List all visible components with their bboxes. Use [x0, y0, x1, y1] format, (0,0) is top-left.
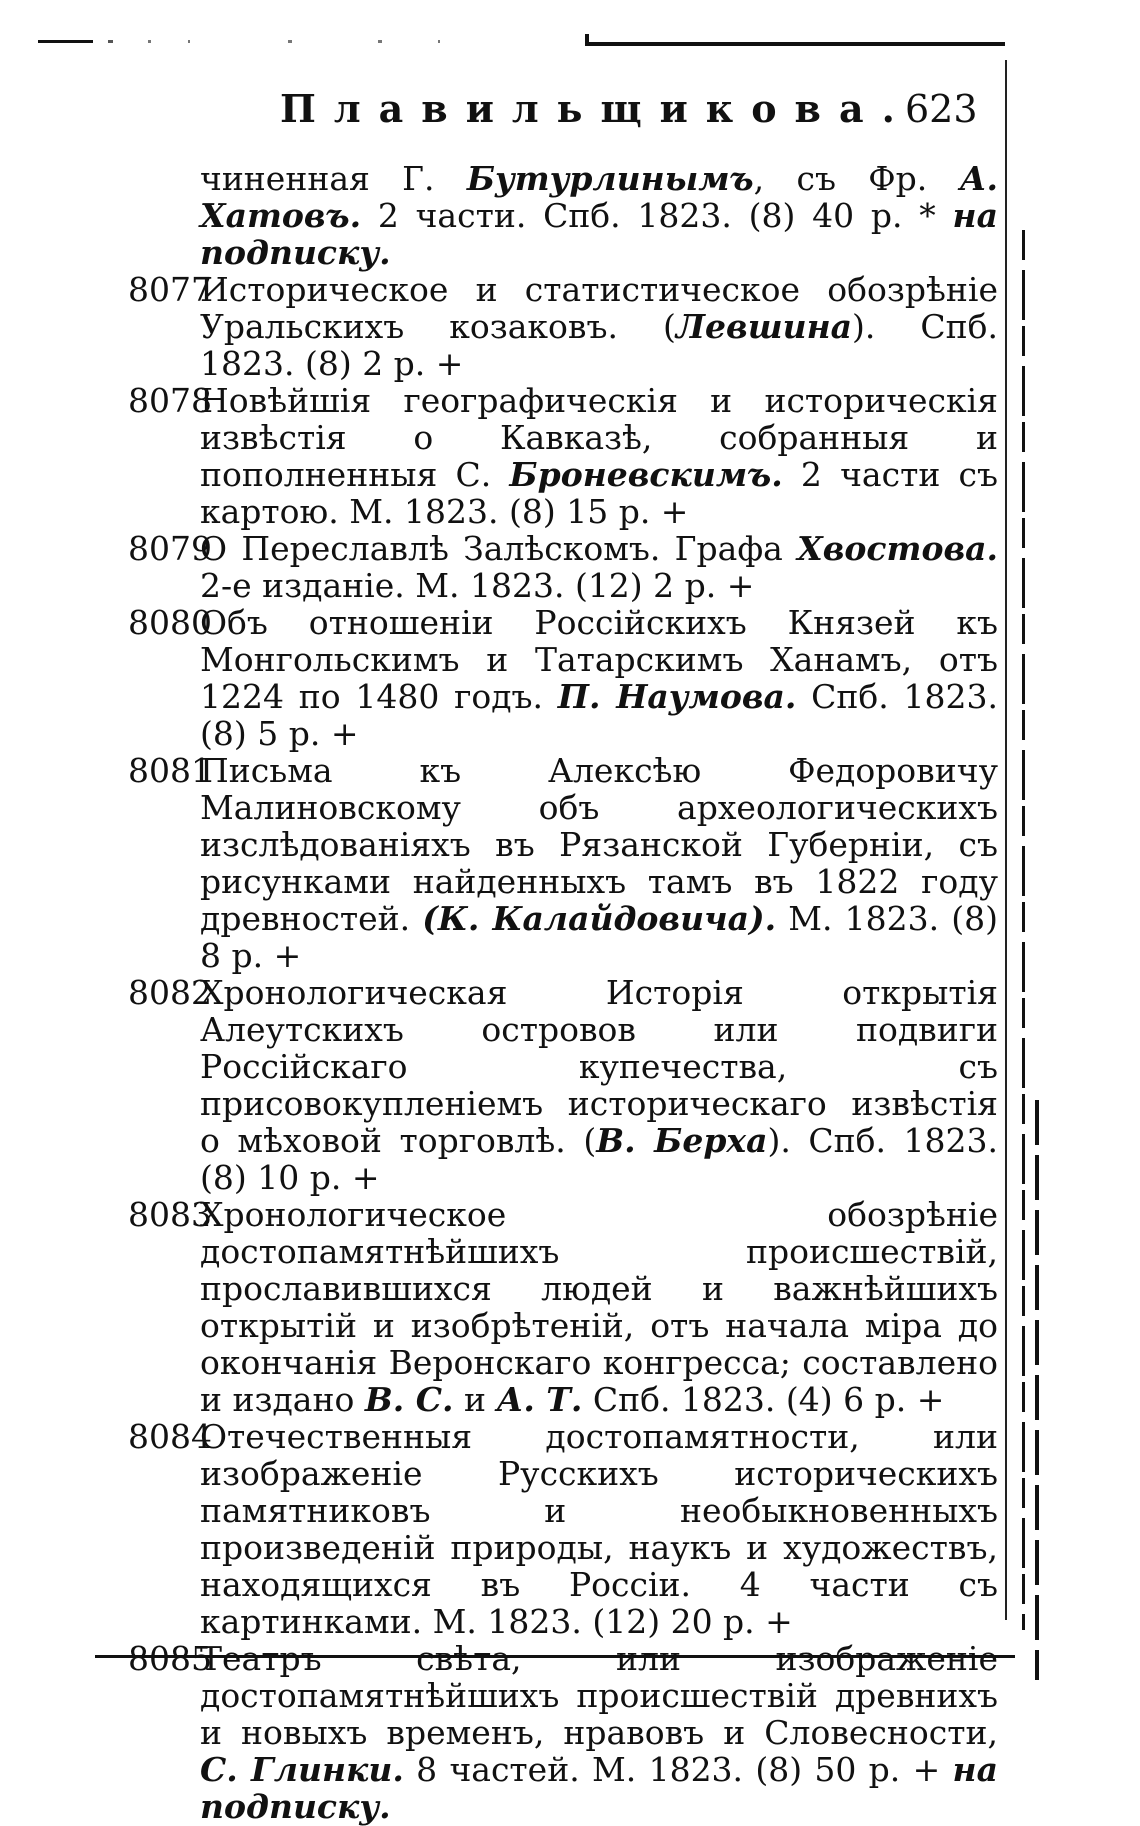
entry-text: [200, 604, 998, 752]
catalog-entry-8084: [128, 1418, 998, 1640]
entry-author: В. С.: [364, 1380, 454, 1419]
page-number: 623: [905, 87, 978, 131]
entry-text: [200, 271, 998, 382]
entry-text-part: Историческое и статистическое обозрѣніе Уральскихъ козаковъ. (: [200, 270, 998, 346]
entry-text-part: 2-е изданіе. М. 1823. (12) 2 р. +: [200, 566, 755, 605]
right-page-edge-shadow-outer: [1035, 1100, 1039, 1680]
entry-text-part: Хронологическая Исторія открытія Алеутскихъ островов или подвиги Россійскаго купечества, съ присовокупленіемъ историческаго извѣстія о мѣховой торговлѣ. (: [200, 973, 998, 1160]
entry-number: 8079: [128, 529, 212, 568]
right-page-edge: [1005, 60, 1007, 1620]
entry-author: С. Глинки.: [200, 1750, 404, 1789]
catalog-entries: [128, 160, 998, 1825]
entry-number: 8084: [128, 1417, 212, 1456]
entry-text: [200, 1196, 998, 1418]
entry-text: [200, 1640, 998, 1825]
entry-author: А. Хатовъ.: [200, 159, 998, 235]
entry-text-part: Новѣйшія географическія и историческія извѣстія о Кавказѣ, собранныя и пополненныя С.: [200, 381, 998, 494]
top-rule: [38, 40, 538, 43]
catalog-entry-8082: [128, 974, 998, 1196]
entry-note: на подписку.: [200, 1750, 998, 1826]
entry-text-part: , съ Фр.: [753, 159, 960, 198]
catalog-entry-8083: [128, 1196, 998, 1418]
entry-text-part: чиненная Г.: [200, 159, 467, 198]
catalog-entry-8077: [128, 271, 998, 382]
entry-author: П. Наумова.: [557, 677, 797, 716]
entry-text: [200, 1418, 998, 1640]
page-header: [0, 84, 1140, 134]
entry-text-part: 2 части. Спб. 1823. (8) 40 р. *: [361, 196, 953, 235]
entry-text: [200, 382, 998, 530]
entry-text: [200, 974, 998, 1196]
entry-number: 8077: [128, 270, 212, 309]
entry-number: 8085: [128, 1639, 212, 1678]
catalog-entry-continuation: [128, 160, 998, 271]
entry-number: 8078: [128, 381, 212, 420]
entry-note: на подписку.: [200, 196, 998, 272]
entry-text-part: Объ отношеніи Россійскихъ Князей къ Монгольскимъ и Татарскимъ Ханамъ, отъ 1224 по 1480 годъ.: [200, 603, 998, 716]
entry-text-part: ). Спб. 1823. (8) 2 р. +: [200, 307, 998, 383]
right-page-edge-shadow: [1022, 230, 1025, 1630]
catalog-entry-8078: [128, 382, 998, 530]
entry-text-part: О Переславлѣ Залѣскомъ. Графа: [200, 529, 798, 568]
entry-author: В. Берха: [596, 1121, 768, 1160]
entry-text-part: Хронологическое обозрѣніе достопамятнѣйшихъ происшествій, прославившихся людей и важнѣйшихъ открытій и изобрѣтеній, отъ начала міра до окончанія Веронскаго конгресса; составлено и издано: [200, 1195, 998, 1419]
entry-text: [200, 752, 998, 974]
catalog-entry-8085: [128, 1640, 998, 1825]
entry-number: 8080: [128, 603, 212, 642]
entry-text-part: Письма къ Алексѣю Федоровичу Малиновскому объ археологическихъ изслѣдованіяхъ въ Рязанской Губерніи, съ рисунками найденныхъ тамъ въ 1822 году древностей.: [200, 751, 998, 938]
top-rule-right: [585, 42, 1005, 46]
entry-text-part: 2 части съ картою. М. 1823. (8) 15 р. +: [200, 455, 998, 531]
entry-author: (К. Калайдовича).: [422, 899, 777, 938]
entry-text-part: ). Спб. 1823. (8) 10 р. +: [200, 1121, 998, 1197]
entry-author: Левшина: [675, 307, 853, 346]
catalog-entry-8079: [128, 530, 998, 604]
entry-number: 8082: [128, 973, 212, 1012]
entry-text-part: Спб. 1823. (8) 5 р. +: [200, 677, 998, 753]
entry-author: А. Т.: [496, 1380, 583, 1419]
entry-number: 8081: [128, 751, 212, 790]
entry-text: [200, 530, 998, 604]
entry-author: Бутурлинымъ: [466, 159, 754, 198]
running-title: Плавильщикова.: [280, 86, 913, 131]
entry-text-part: Театръ свѣта, или изображеніе достопамятнѣйшихъ происшествій древнихъ и новыхъ временъ, нравовъ и Словесности,: [200, 1639, 998, 1752]
catalog-entry-8081: [128, 752, 998, 974]
entry-author: Хвостова.: [797, 529, 998, 568]
entry-author: Броневскимъ.: [509, 455, 783, 494]
entry-text-part: Отечественныя достопамятности, или изображеніе Русскихъ историческихъ памятниковъ и необыкновенныхъ произведеній природы, наукъ и художествъ, находящихся въ Россіи. 4 части съ картинками. М. 1823. (12) 20 р. +: [200, 1417, 998, 1641]
entry-text-part: Спб. 1823. (4) 6 р. +: [582, 1380, 945, 1419]
catalog-entry-8080: [128, 604, 998, 752]
entry-text: [128, 160, 998, 271]
entry-text-part: 8 частей. М. 1823. (8) 50 р. +: [403, 1750, 953, 1789]
entry-text-part: и: [453, 1380, 497, 1419]
entry-number: 8083: [128, 1195, 212, 1234]
entry-text-part: М. 1823. (8) 8 р. +: [200, 899, 998, 975]
